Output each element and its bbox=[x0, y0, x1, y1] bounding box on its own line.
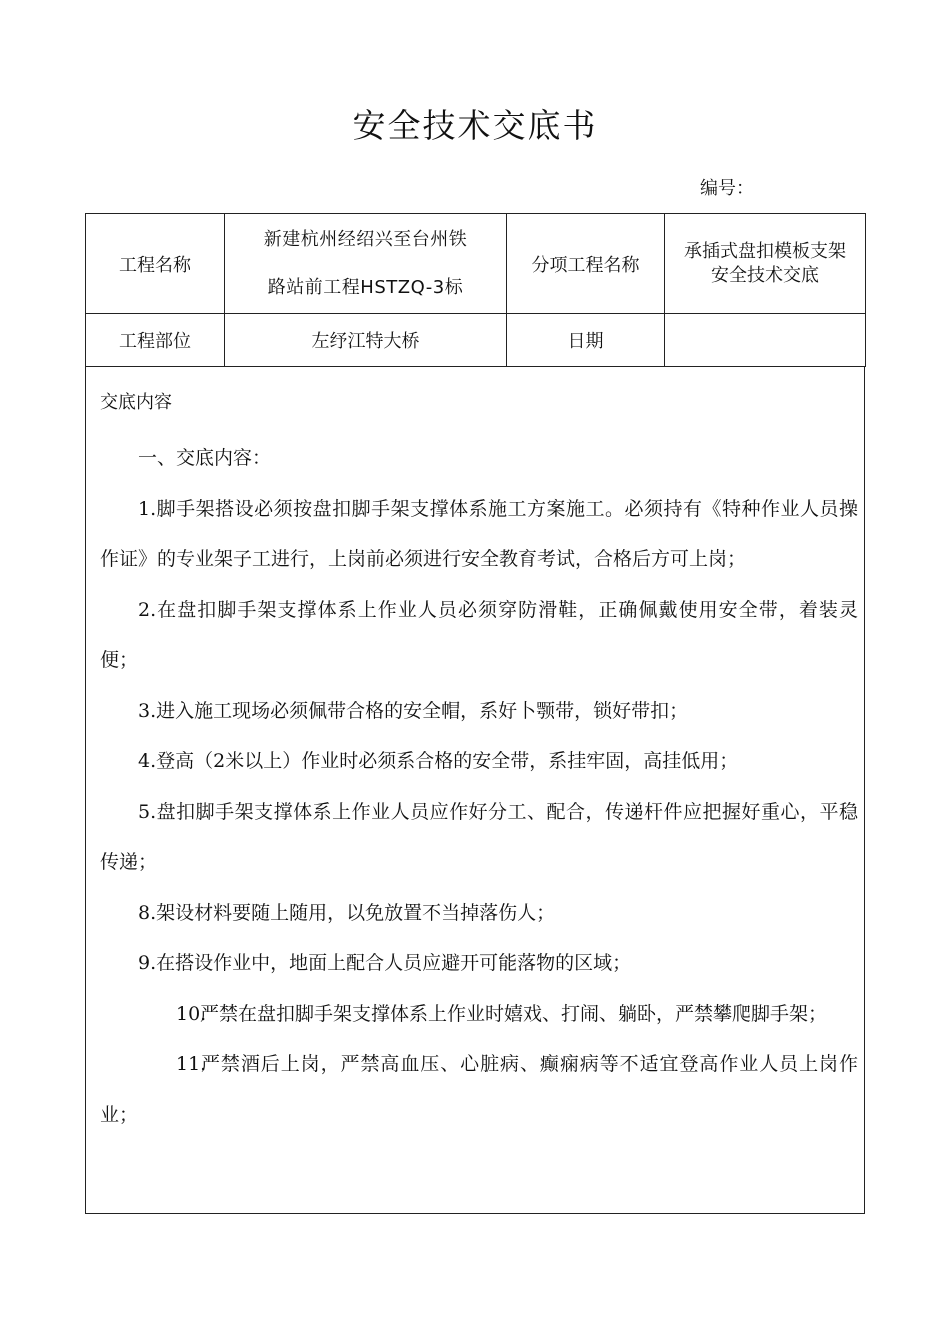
sub-project-value bbox=[665, 214, 866, 314]
item-number: 10. bbox=[176, 1002, 207, 1025]
sub-project-line-2: 安全技术交底 bbox=[711, 264, 819, 286]
sub-project-label: 分项工程名称 bbox=[507, 214, 665, 314]
sub-project-line-1: 承插式盘扣模板支架 bbox=[684, 240, 846, 262]
content-heading: 一、交底内容： bbox=[138, 447, 272, 469]
list-item: 1.脚手架搭设必须按盘扣脚手架支撑体系施工方案施工。必须持有《特种作业人员操作证》的专业架子工进行，上岗前必须进行安全教育考试，合格后方可上岗； bbox=[100, 497, 858, 570]
table-row bbox=[86, 314, 866, 367]
content-section bbox=[85, 367, 865, 1214]
project-name-line-2: 路站前工程HSTZQ-3标 bbox=[267, 276, 464, 298]
item-text: 严禁在盘扣脚手架支撑体系上作业时嬉戏、打闹、躺卧，严禁攀爬脚手架； bbox=[200, 1002, 828, 1025]
content-label: 交底内容 bbox=[100, 392, 172, 413]
project-name-line-1: 新建杭州经绍兴至台州铁 bbox=[263, 228, 468, 250]
list-item: 8.架设材料要随上随用，以免放置不当掉落伤人； bbox=[138, 901, 556, 924]
list-item: 2.在盘扣脚手架支撑体系上作业人员必须穿防滑鞋，正确佩戴使用安全带，着装灵便； bbox=[100, 598, 858, 671]
list-item: 9.在搭设作业中，地面上配合人员应避开可能落物的区域； bbox=[138, 952, 632, 974]
list-item: 3.进入施工现场必须佩带合格的安全帽，系好卜颚带，锁好带扣； bbox=[138, 699, 689, 722]
location-label: 工程部位 bbox=[86, 314, 225, 367]
list-item bbox=[100, 989, 858, 1040]
date-value bbox=[665, 314, 866, 367]
table-row bbox=[86, 214, 866, 314]
document-title: 安全技术交底书 bbox=[352, 106, 598, 145]
list-item: 4.登高（2米以上）作业时必须系合格的安全带，系挂牢固，高挂低用； bbox=[138, 750, 739, 772]
date-label: 日期 bbox=[507, 314, 665, 367]
project-name-label: 工程名称 bbox=[86, 214, 225, 314]
location-value: 左纾江特大桥 bbox=[225, 314, 507, 367]
project-info-table bbox=[85, 213, 866, 367]
project-name-value bbox=[225, 214, 507, 314]
list-item bbox=[100, 1039, 858, 1140]
item-number: 11. bbox=[176, 1053, 207, 1075]
document-number-label: 编号： bbox=[700, 178, 754, 199]
list-item: 5.盘扣脚手架支撑体系上作业人员应作好分工、配合，传递杆件应把握好重心，平稳传递； bbox=[100, 800, 858, 873]
content-body bbox=[100, 433, 858, 1140]
item-text: 严禁酒后上岗，严禁高血压、心脏病、癫痫病等不适宜登高作业人员上岗作业； bbox=[100, 1053, 858, 1126]
